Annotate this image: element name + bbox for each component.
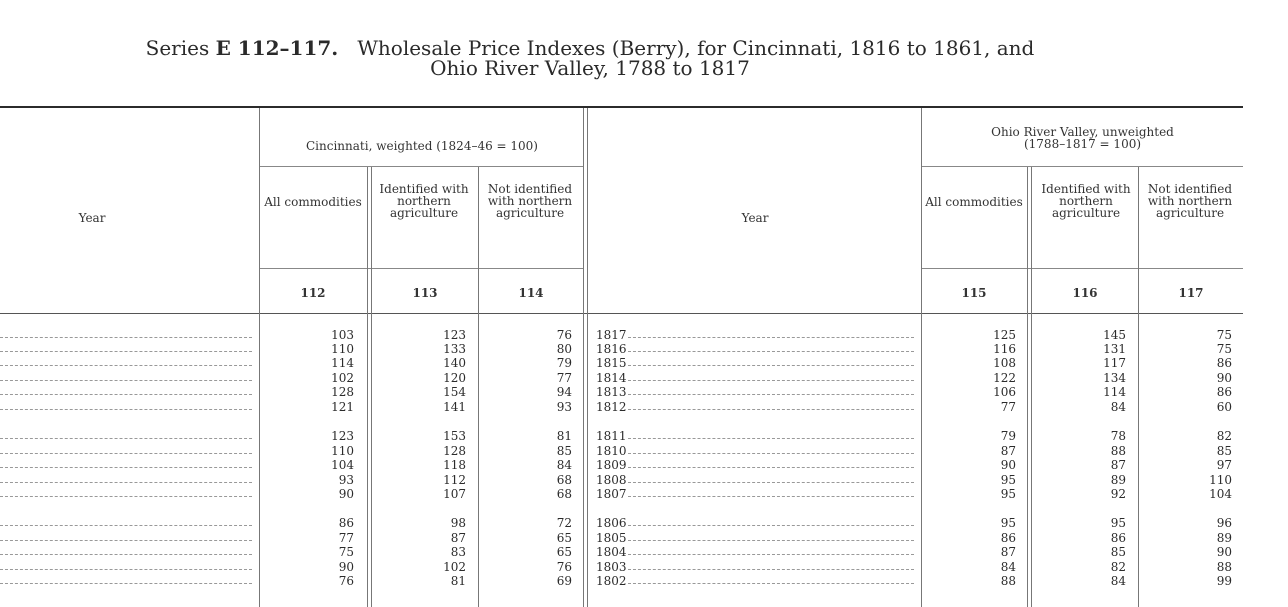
top-rule	[0, 106, 1243, 108]
cell-117: 97	[1216, 458, 1232, 472]
cell-115: 86	[1000, 531, 1016, 545]
header-identified-116: Identified with northern agriculture	[1041, 182, 1131, 220]
cell-113: 120	[443, 371, 466, 385]
cell-115: 106	[993, 385, 1016, 399]
cell-112: 123	[331, 429, 354, 443]
cell-116: 134	[1103, 371, 1126, 385]
cell-117: 90	[1216, 371, 1232, 385]
year-label: 1805	[596, 531, 627, 545]
right-year-leader	[628, 438, 914, 439]
cell-116: 85	[1110, 545, 1126, 559]
cell-116: 82	[1110, 560, 1126, 574]
left-year-leader	[0, 453, 252, 454]
divider-112-113-b	[371, 167, 372, 607]
right-year-leader	[628, 569, 914, 570]
cell-112: 90	[338, 560, 354, 574]
right-year-leader	[628, 337, 914, 338]
year-label: 1815	[596, 356, 627, 370]
cell-115: 125	[993, 328, 1016, 342]
cell-117: 110	[1209, 473, 1232, 487]
ohio-group-header: Ohio River Valley, unweighted (1788–1817 = 100)	[991, 125, 1174, 151]
cell-113: 112	[443, 473, 466, 487]
left-year-leader	[0, 583, 252, 584]
cell-116: 88	[1110, 444, 1126, 458]
cell-112: 103	[331, 328, 354, 342]
header-all-commodities-112: All commodities	[264, 195, 362, 209]
cell-114: 79	[556, 356, 572, 370]
cell-113: 140	[443, 356, 466, 370]
right-year-leader	[628, 409, 914, 410]
cell-117: 82	[1216, 429, 1232, 443]
cell-112: 75	[338, 545, 354, 559]
cell-115: 87	[1000, 444, 1016, 458]
year-label: 1810	[596, 444, 627, 458]
right-year-leader	[628, 496, 914, 497]
left-year-leader	[0, 554, 252, 555]
year-label: 1816	[596, 342, 627, 356]
cell-113: 107	[443, 487, 466, 501]
cell-117: 86	[1216, 385, 1232, 399]
cell-117: 99	[1216, 574, 1232, 588]
right-year-leader	[628, 351, 914, 352]
cell-112: 76	[338, 574, 354, 588]
cell-112: 110	[331, 342, 354, 356]
header-all-commodities-115: All commodities	[925, 195, 1023, 209]
cell-115: 87	[1000, 545, 1016, 559]
cell-113: 98	[450, 516, 466, 530]
left-year-leader	[0, 351, 252, 352]
cell-114: 77	[556, 371, 572, 385]
year-label: 1802	[596, 574, 627, 588]
cell-114: 69	[556, 574, 572, 588]
cell-115: 122	[993, 371, 1016, 385]
divider-114-year	[583, 108, 584, 607]
cell-116: 78	[1110, 429, 1126, 443]
cell-117: 96	[1216, 516, 1232, 530]
cell-113: 83	[450, 545, 466, 559]
series-number: E 112–117.	[215, 36, 339, 60]
title-line-2: Ohio River Valley, 1788 to 1817	[430, 56, 750, 80]
divider-115-116-b	[1031, 167, 1032, 607]
cell-115: 90	[1000, 458, 1016, 472]
cell-117: 90	[1216, 545, 1232, 559]
cell-114: 93	[556, 400, 572, 414]
cincinnati-group-rule	[260, 166, 583, 167]
cell-117: 75	[1216, 342, 1232, 356]
cell-112: 102	[331, 371, 354, 385]
left-year-leader	[0, 365, 252, 366]
cell-112: 93	[338, 473, 354, 487]
left-year-leader	[0, 540, 252, 541]
right-year-leader	[628, 380, 914, 381]
right-year-header: Year	[741, 211, 769, 225]
cell-113: 123	[443, 328, 466, 342]
left-year-leader	[0, 569, 252, 570]
cell-115: 108	[993, 356, 1016, 370]
cell-114: 84	[556, 458, 572, 472]
left-year-leader	[0, 337, 252, 338]
cell-117: 85	[1216, 444, 1232, 458]
cell-114: 72	[556, 516, 572, 530]
cell-112: 77	[338, 531, 354, 545]
cell-112: 110	[331, 444, 354, 458]
right-year-leader	[628, 554, 914, 555]
cell-115: 95	[1000, 473, 1016, 487]
cell-113: 128	[443, 444, 466, 458]
cell-114: 94	[556, 385, 572, 399]
header-identified-113: Identified with northern agriculture	[379, 182, 469, 220]
left-year-leader	[0, 394, 252, 395]
divider-year-115	[921, 108, 922, 607]
cell-112: 114	[331, 356, 354, 370]
year-label: 1806	[596, 516, 627, 530]
cell-117: 75	[1216, 328, 1232, 342]
cell-116: 87	[1110, 458, 1126, 472]
year-label: 1807	[596, 487, 627, 501]
left-year-header: Year	[78, 211, 106, 225]
cell-116: 84	[1110, 574, 1126, 588]
column-number-115: 115	[961, 286, 987, 300]
column-number-116: 116	[1072, 286, 1098, 300]
cell-117: 88	[1216, 560, 1232, 574]
left-year-leader	[0, 409, 252, 410]
cell-114: 68	[556, 473, 572, 487]
cell-117: 89	[1216, 531, 1232, 545]
cell-115: 95	[1000, 487, 1016, 501]
cell-116: 95	[1110, 516, 1126, 530]
cell-113: 102	[443, 560, 466, 574]
cell-115: 88	[1000, 574, 1016, 588]
cell-116: 86	[1110, 531, 1126, 545]
cell-112: 104	[331, 458, 354, 472]
column-number-117: 117	[1178, 286, 1204, 300]
cincinnati-group-header: Cincinnati, weighted (1824–46 = 100)	[305, 139, 538, 153]
cell-116: 89	[1110, 473, 1126, 487]
year-label: 1809	[596, 458, 627, 472]
cell-114: 68	[556, 487, 572, 501]
cell-112: 86	[338, 516, 354, 530]
left-year-leader	[0, 482, 252, 483]
cell-113: 87	[450, 531, 466, 545]
year-label: 1817	[596, 328, 627, 342]
cell-114: 65	[556, 531, 572, 545]
table-title	[0, 38, 1180, 78]
left-year-leader	[0, 496, 252, 497]
cell-112: 90	[338, 487, 354, 501]
right-year-leader	[628, 365, 914, 366]
right-year-leader	[628, 540, 914, 541]
column-number-114: 114	[518, 286, 544, 300]
divider-116-117	[1138, 167, 1139, 607]
year-label: 1814	[596, 371, 627, 385]
title-line-1: Series E 112–117. Wholesale Price Indexes (Berry), for Cincinnati, 1816 to 1861, and	[145, 36, 1035, 60]
divider-113-114	[478, 167, 479, 607]
cell-116: 114	[1103, 385, 1126, 399]
cell-116: 92	[1110, 487, 1126, 501]
cell-115: 79	[1000, 429, 1016, 443]
cell-115: 116	[993, 342, 1016, 356]
year-label: 1813	[596, 385, 627, 399]
year-label: 1812	[596, 400, 627, 414]
year-label: 1803	[596, 560, 627, 574]
cell-114: 85	[556, 444, 572, 458]
cell-112: 121	[331, 400, 354, 414]
cell-115: 77	[1000, 400, 1016, 414]
year-label: 1811	[596, 429, 627, 443]
cell-113: 133	[443, 342, 466, 356]
right-year-leader	[628, 482, 914, 483]
left-year-leader	[0, 380, 252, 381]
cell-116: 131	[1103, 342, 1126, 356]
cell-113: 154	[443, 385, 466, 399]
header-not-identified-117: Not identified with northern agriculture	[1147, 182, 1233, 220]
cell-117: 104	[1209, 487, 1232, 501]
cell-117: 86	[1216, 356, 1232, 370]
divider-114-year-b	[587, 108, 588, 607]
cell-116: 84	[1110, 400, 1126, 414]
cell-114: 81	[556, 429, 572, 443]
right-year-leader	[628, 453, 914, 454]
cell-112: 128	[331, 385, 354, 399]
cell-116: 145	[1103, 328, 1126, 342]
ohio-group-rule	[922, 166, 1243, 167]
cell-113: 141	[443, 400, 466, 414]
cell-114: 80	[556, 342, 572, 356]
right-year-leader	[628, 394, 914, 395]
cell-114: 65	[556, 545, 572, 559]
cell-113: 81	[450, 574, 466, 588]
header-bottom-rule	[0, 313, 1243, 314]
right-year-leader	[628, 467, 914, 468]
left-year-leader	[0, 438, 252, 439]
cell-114: 76	[556, 560, 572, 574]
cell-114: 76	[556, 328, 572, 342]
right-year-leader	[628, 583, 914, 584]
divider-115-116	[1027, 167, 1028, 607]
cell-113: 153	[443, 429, 466, 443]
column-number-rule-top-right	[922, 268, 1243, 269]
cell-113: 118	[443, 458, 466, 472]
year-label: 1804	[596, 545, 627, 559]
right-year-leader	[628, 525, 914, 526]
header-not-identified-114: Not identified with northern agriculture	[487, 182, 573, 220]
left-year-leader	[0, 467, 252, 468]
year-label: 1808	[596, 473, 627, 487]
divider-year-112	[259, 108, 260, 607]
column-number-rule-top	[260, 268, 583, 269]
cell-117: 60	[1216, 400, 1232, 414]
cell-116: 117	[1103, 356, 1126, 370]
cell-115: 84	[1000, 560, 1016, 574]
left-year-leader	[0, 525, 252, 526]
column-number-113: 113	[412, 286, 438, 300]
divider-112-113	[367, 167, 368, 607]
cell-115: 95	[1000, 516, 1016, 530]
column-number-112: 112	[300, 286, 326, 300]
